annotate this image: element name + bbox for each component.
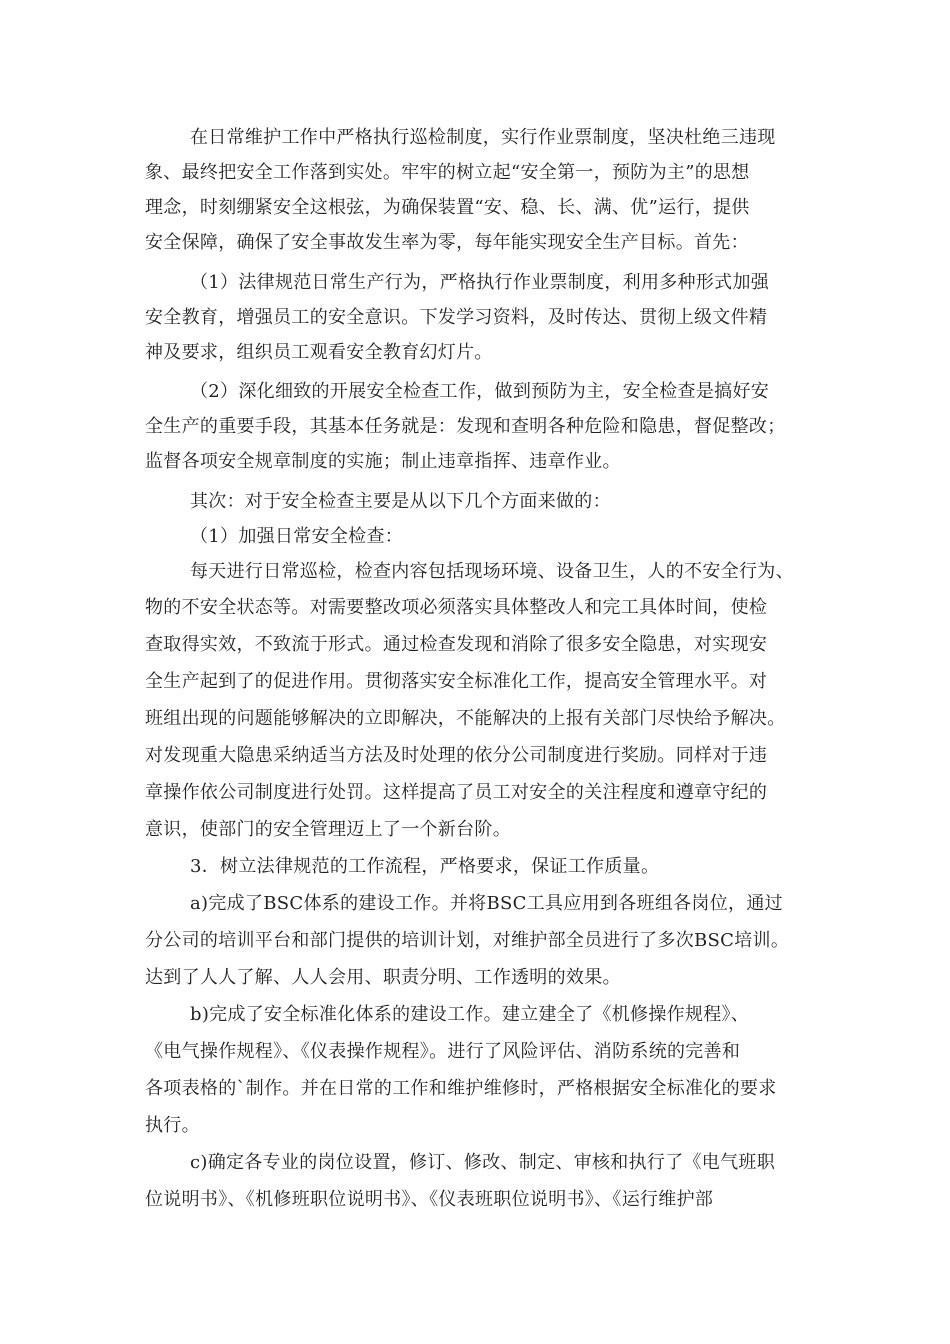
text-line: 全生产的重要手段，其基本任务就是：发现和查明各种危险和隐患，督促整改； (145, 416, 786, 437)
text-line: 神及要求，组织员工观看安全教育幻灯片。 (145, 342, 493, 363)
text-line: 安全保障，确保了安全事故发生率为零，每年能实现安全生产目标。首先： (145, 232, 749, 253)
text-line: 每天进行日常巡检，检查内容包括现场环境、设备卫生，人的不安全行为、 (190, 561, 794, 582)
text-line: 班组出现的问题能够解决的立即解决，不能解决的上报有关部门尽快给予解决。 (145, 708, 786, 729)
text-line: 在日常维护工作中严格执行巡检制度，实行作业票制度，坚决杜绝三违现 (190, 127, 776, 148)
text-line: 《电气操作规程》、《仪表操作规程》。进行了风险评估、消防系统的完善和 (145, 1041, 741, 1062)
text-line: 全生产起到了的促进作用。贯彻落实安全标准化工作，提高安全管理水平。对 (145, 671, 768, 692)
text-line: （1）法律规范日常生产行为，严格执行作业票制度，利用多种形式加强 (190, 272, 770, 293)
text-line: （2）深化细致的开展安全检查工作，做到预防为主，安全检查是搞好安 (190, 381, 770, 402)
text-line: 各项表格的`制作。并在日常的工作和维护维修时，严格根据安全标准化的要求 (145, 1078, 777, 1099)
text-line: 3．树立法律规范的工作流程，严格要求，保证工作质量。 (190, 856, 660, 877)
text-line: （1）加强日常安全检查： (190, 526, 404, 547)
text-line: c)确定各专业的岗位设置，修订、修改、制定、审核和执行了《电气班职 (190, 1152, 775, 1173)
text-line: 其次：对于安全检查主要是从以下几个方面来做的： (190, 491, 611, 512)
text-line: a)完成了BSC体系的建设工作。并将BSC工具应用到各班组各岗位，通过 (190, 893, 783, 914)
text-line: 达到了人人了解、人人会用、职责分明、工作透明的效果。 (145, 967, 621, 988)
text-line: 象、最终把安全工作落到实处。牢牢的树立起“安全第一，预防为主”的思想 (145, 162, 750, 183)
text-line: 安全教育，增强员工的安全意识。下发学习资料，及时传达、贯彻上级文件精 (145, 307, 768, 328)
text-line: 理念，时刻绷紧安全这根弦，为确保装置“安、稳、长、满、优”运行，提供 (145, 197, 750, 218)
text-line: 物的不安全状态等。对需要整改项必须落实具体整改人和完工具体时间，使检 (145, 597, 768, 618)
text-line: 对发现重大隐患采纳适当方法及时处理的依分公司制度进行奖励。同样对于违 (145, 745, 768, 766)
text-line: 意识，使部门的安全管理迈上了一个新台阶。 (145, 819, 511, 840)
text-line: 监督各项安全规章制度的实施；制止违章指挥、违章作业。 (145, 451, 621, 472)
text-line: 分公司的培训平台和部门提供的培训计划，对维护部全员进行了多次BSC培训。 (145, 930, 790, 951)
text-line: 章操作依公司制度进行处罚。这样提高了员工对安全的关注程度和遵章守纪的 (145, 782, 768, 803)
text-line: 执行。 (145, 1115, 200, 1136)
text-line: 查取得实效，不致流于形式。通过检查发现和消除了很多安全隐患，对实现安 (145, 634, 768, 655)
text-line: 位说明书》、《机修班职位说明书》、《仪表班职位说明书》、《运行维护部 (145, 1189, 714, 1210)
text-line: b)完成了安全标准化体系的建设工作。建立建全了《机修操作规程》、 (190, 1004, 750, 1025)
